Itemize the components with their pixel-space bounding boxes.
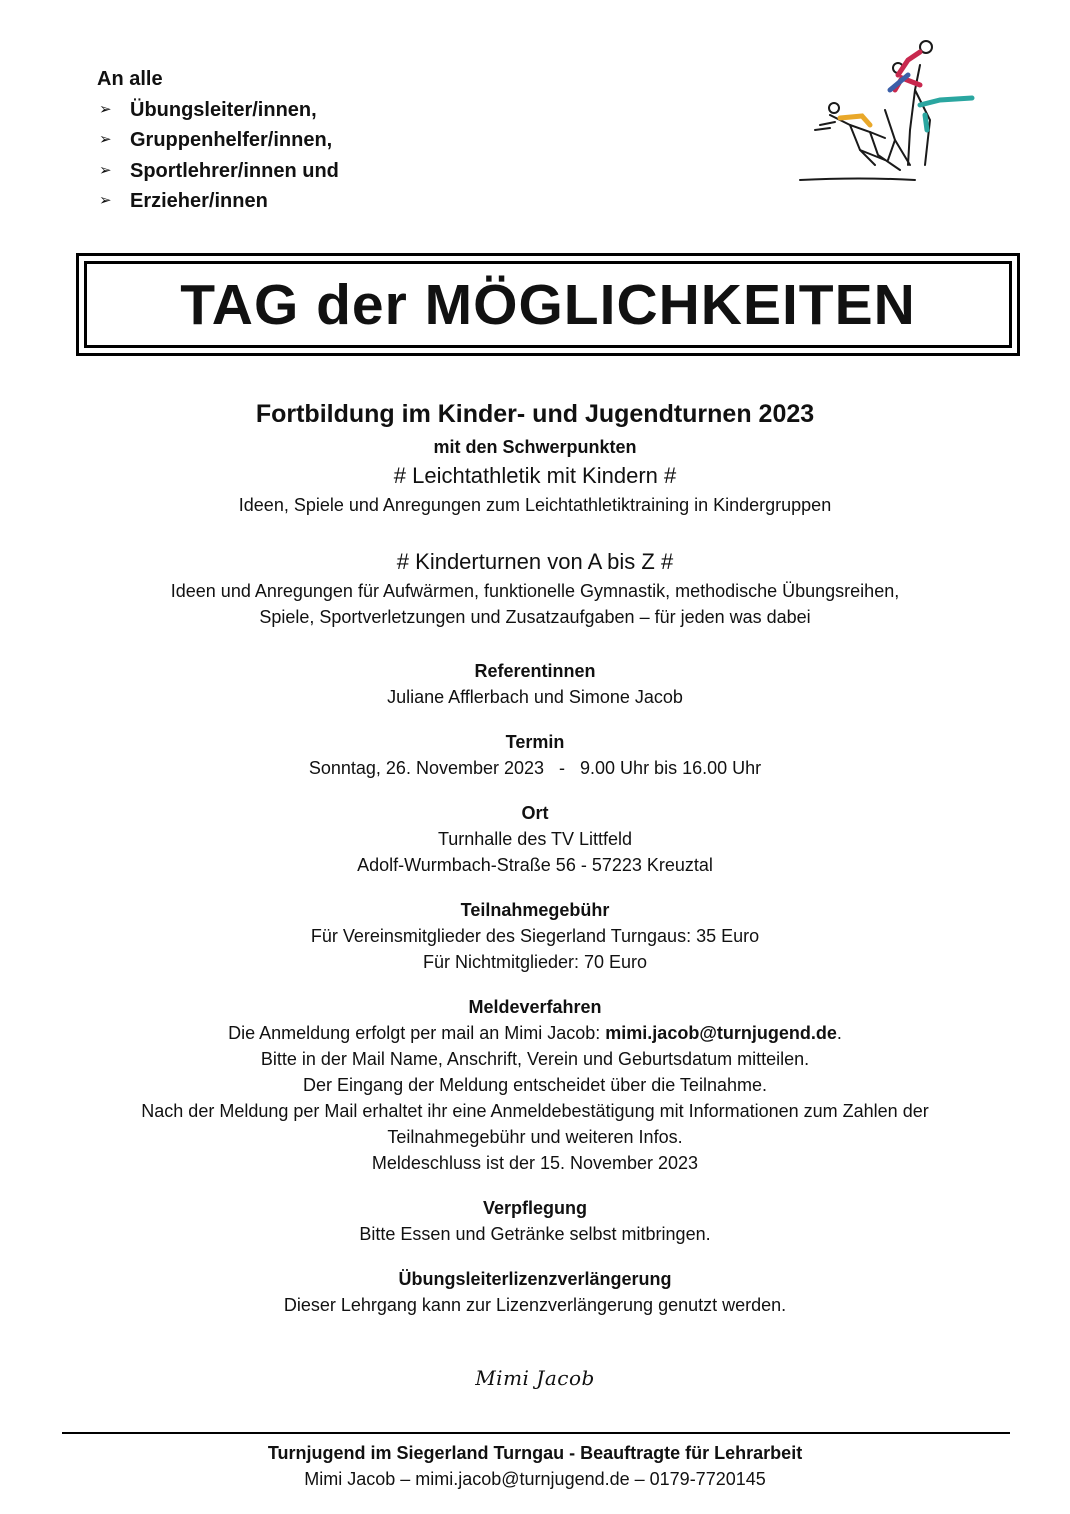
- license-text: Dieser Lehrgang kann zur Lizenzverlängerung genutzt werden.: [283, 1295, 787, 1315]
- arrow-bullet-icon: ➢: [99, 131, 112, 148]
- course-subheading: mit den Schwerpunkten: [433, 437, 637, 457]
- registration-line1: Die Anmeldung erfolgt per mail an Mimi Jacob: mimi.jacob@turnjugend.de.: [228, 1023, 842, 1043]
- page-title: TAG der MÖGLICHKEITEN: [180, 272, 916, 337]
- arrow-bullet-icon: ➢: [99, 161, 112, 179]
- topic1-text: Ideen, Spiele und Anregungen zum Leichtathletiktraining in Kindergruppen: [238, 495, 832, 515]
- course-heading: Fortbildung im Kinder- und Jugendturnen 2023: [255, 400, 815, 428]
- title-frame-inner: [84, 261, 1012, 348]
- fee-section: [0, 897, 1070, 975]
- arrow-bullet-icon: ➢: [99, 100, 112, 118]
- title-frame: [76, 253, 1020, 356]
- footer-org: Turnjugend im Siegerland Turngau - Beauftragte für Lehrarbeit: [267, 1443, 803, 1463]
- recipient-item: ➢ Sportlehrer/innen und: [97, 156, 339, 187]
- fee-line1: Für Vereinsmitglieder des Siegerland Turngaus: 35 Euro: [310, 926, 760, 946]
- catering-section: [0, 1195, 1070, 1247]
- recipients-list: [97, 95, 339, 217]
- date-text: Sonntag, 26. November 2023 - 9.00 Uhr bis 16.00 Uhr: [308, 758, 762, 778]
- date-heading: Termin: [505, 732, 565, 752]
- recipient-item: ➢ Übungsleiter/innen,: [97, 95, 339, 126]
- catering-text: Bitte Essen und Getränke selbst mitbringen.: [359, 1224, 711, 1244]
- footer-contact: Mimi Jacob – mimi.jacob@turnjugend.de – 0179-7720145: [304, 1469, 766, 1489]
- gymnasts-logo-icon: [790, 30, 1005, 190]
- arrow-bullet-icon: ➢: [99, 192, 112, 209]
- speakers-text: Juliane Afflerbach und Simone Jacob: [387, 687, 683, 707]
- speakers-section: [0, 658, 1070, 710]
- recipient-item: ➢ Gruppenhelfer/innen,: [97, 125, 339, 156]
- registration-section: [0, 994, 1070, 1176]
- location-section: [0, 800, 1070, 878]
- speakers-heading: Referentinnen: [474, 661, 596, 681]
- registration-line6: Meldeschluss ist der 15. November 2023: [371, 1153, 699, 1173]
- signature: Mimi Jacob: [475, 1366, 595, 1390]
- date-section: [0, 729, 1070, 781]
- fee-line2: Für Nichtmitglieder: 70 Euro: [422, 952, 648, 972]
- topic2-text-line1: Ideen und Anregungen für Aufwärmen, funktionelle Gymnastik, methodische Übungsreihen,: [170, 581, 900, 601]
- topic1-title: # Leichtathletik mit Kindern #: [393, 463, 677, 488]
- footer-divider: [62, 1432, 1010, 1434]
- topic2-title: # Kinderturnen von A bis Z #: [396, 549, 674, 574]
- recipients-block: [97, 64, 339, 217]
- topic2-text-line2: Spiele, Sportverletzungen und Zusatzaufgaben – für jeden was dabei: [259, 607, 811, 627]
- catering-heading: Verpflegung: [482, 1198, 587, 1218]
- main-content: [0, 394, 1070, 1337]
- registration-heading: Meldeverfahren: [468, 997, 602, 1017]
- registration-line2: Bitte in der Mail Name, Anschrift, Verein und Geburtsdatum mitteilen.: [260, 1049, 810, 1069]
- registration-line5: Teilnahmegebühr und weiteren Infos.: [387, 1127, 683, 1147]
- fee-heading: Teilnahmegebühr: [460, 900, 610, 920]
- license-heading: Übungsleiterlizenzverlängerung: [398, 1269, 672, 1289]
- registration-email-link[interactable]: mimi.jacob@turnjugend.de: [605, 1023, 837, 1043]
- recipients-intro: An alle: [97, 68, 163, 90]
- location-line2: Adolf-Wurmbach-Straße 56 - 57223 Kreuztal: [357, 855, 713, 875]
- recipient-item: ➢ Erzieher/innen: [97, 186, 339, 217]
- location-line1: Turnhalle des TV Littfeld: [437, 829, 633, 849]
- location-heading: Ort: [521, 803, 549, 823]
- registration-line3: Der Eingang der Meldung entscheidet über die Teilnahme.: [303, 1075, 767, 1095]
- footer: [0, 1440, 1070, 1492]
- license-section: [0, 1266, 1070, 1318]
- registration-line4: Nach der Meldung per Mail erhaltet ihr eine Anmeldebestätigung mit Informationen zum Zahlen der: [141, 1101, 929, 1121]
